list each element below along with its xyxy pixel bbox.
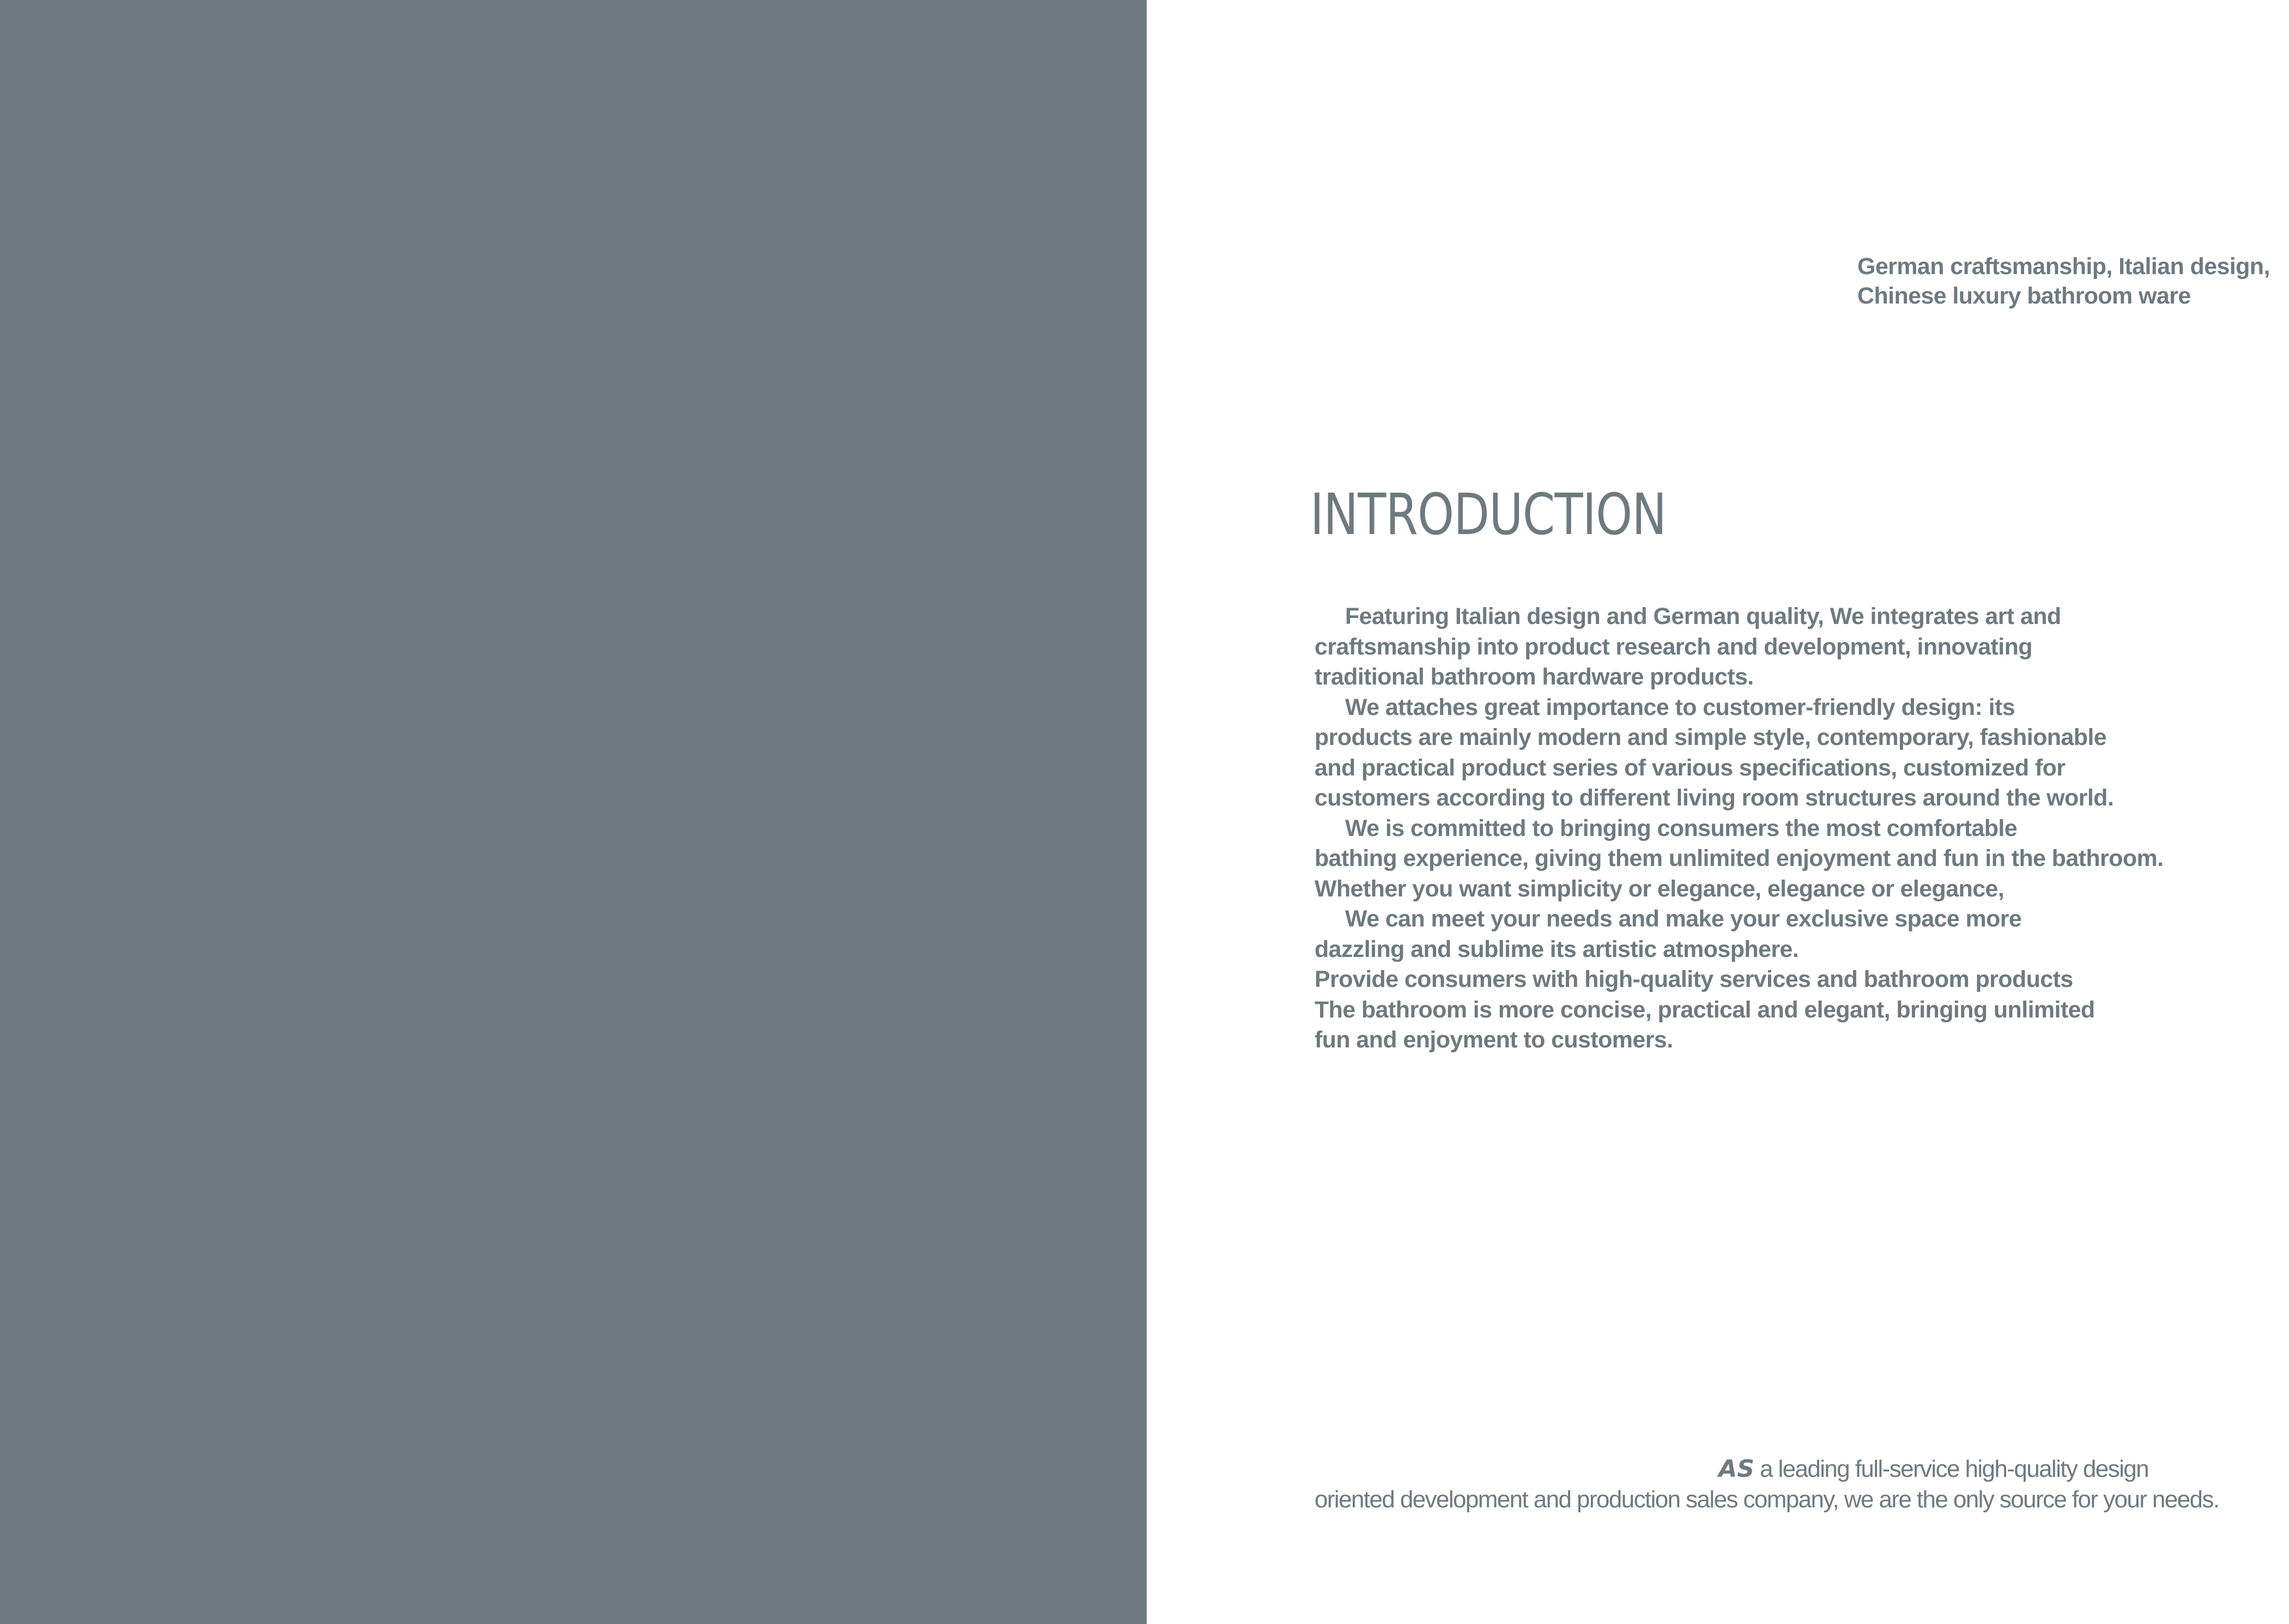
body-line: dazzling and sublime its artistic atmosphere. [1315,936,1799,962]
tagline-line: German craftsmanship, Italian design, [1857,253,2270,280]
statement-line-2: oriented development and production sales company, we are the only source for your needs. [1315,1486,2219,1513]
body-line: The bathroom is more concise, practical and elegant, bringing unlimited [1315,996,2095,1023]
body-line: We is committed to bringing consumers the most comfortable [1345,815,2018,841]
body-line: Whether you want simplicity or elegance, elegance or elegance, [1315,875,2005,902]
body-line: Featuring Italian design and German quality, We integrates art and [1345,603,2061,629]
body-line: products are mainly modern and simple style, contemporary, fashionable [1315,724,2107,750]
body-line: We can meet your needs and make your exclusive space more [1345,906,2022,932]
body-line: traditional bathroom hardware products. [1315,664,1754,690]
body-line: Provide consumers with high-quality services and bathroom products [1315,966,2073,992]
body-line: customers according to different living room structures around the world. [1315,785,2114,811]
tagline [1857,252,2272,311]
statement-text: a leading full-service high-quality design [1759,1456,2148,1482]
introduction-text [1315,602,2187,1056]
body-line: fun and enjoyment to customers. [1315,1027,1673,1053]
statement-line-1 [1315,1454,2154,1484]
tagline-line: Chinese luxury bathroom ware [1857,283,2191,309]
body-line: craftsmanship into product research and development, innovating [1315,633,2032,660]
body-line: bathing experience, giving them unlimited enjoyment and fun in the bathroom. [1315,845,2164,871]
brand-mark: AS [1718,1455,1754,1483]
body-line: and practical product series of various specifications, customized for [1315,754,2066,781]
company-statement [1315,1454,2219,1515]
body-line: We attaches great importance to customer-friendly design: its [1345,694,2015,720]
page-title: INTRODUCTION [1310,481,1667,548]
